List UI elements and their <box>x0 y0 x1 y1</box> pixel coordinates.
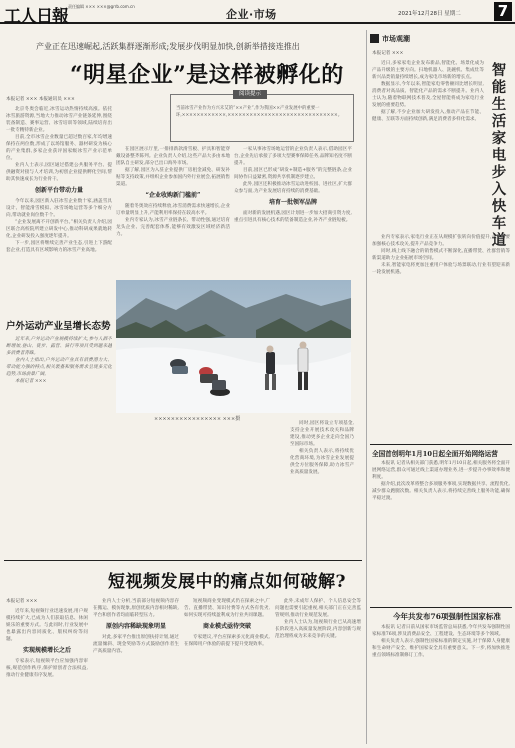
paragraph: 专家表示,短视频平台应加强内容审核,规范创作秩序,保护原创者合法权益,推动行业健康有序发展。 <box>6 659 88 678</box>
paragraph: 目前,园区已形成“研发+制造+服务”的完整链条,企业间协作日益紧密,资源共享机制逐步建立。 <box>234 168 352 180</box>
byline-text: 本报记者 ××× <box>372 51 404 56</box>
publication-date: 2021年12月28日 星期二 <box>398 11 461 17</box>
column-divider <box>366 30 367 744</box>
paragraph: 数据显示,今年以来,智能家电零售额同比增长明显,消费者对高品质、智能化产品的需求不断提升。业内人士认为,随着物联网技术普及,全屋智能将成为家电行业发展的重要趋势。 <box>372 82 484 108</box>
paragraph: 此外,未成年人保护、个人信息安全等问题也需要引起重视,相关部门正在完善监管规则,推动行业规范发展。 <box>275 599 361 618</box>
masthead <box>0 0 515 27</box>
outdoor-story-text <box>6 336 112 418</box>
paragraph: 北京冬奥会临近,冰雪运动热情持续高涨。依托冰雪旅游资源,当地大力推动冰雪产业链条延伸,围绕装备制造、赛事运营、冰雪培训等领域,陆续培育出一批专精特新企业。 <box>6 107 112 133</box>
outdoor-story-headline: 户外运动产业呈增长态势 <box>6 321 111 332</box>
second-story-column-1 <box>6 598 88 744</box>
editor-contact: 责任编辑 ××× ×××@grrb.com.cn <box>68 4 135 9</box>
second-story-column-2 <box>93 598 179 744</box>
paragraph: 同时,园区将设立专项基金,支持企业开展技术攻关和品牌建设,推动更多企业走向全国乃至国际市场。 <box>290 421 354 447</box>
section-title: 企业·市场 <box>226 8 277 21</box>
paragraph: 本报记者 ××× <box>15 379 47 384</box>
paragraph: 在园区展示厅里,一排排新款滑雪板、护具和智能穿戴设备整齐陈列。企业负责人介绍,这些产品大多由本地团队自主研发,部分已出口海外市场。 <box>116 147 230 166</box>
second-story-byline: 本报记者 ××× <box>6 599 38 604</box>
subhead: 原创内容稀缺现象明显 <box>105 623 166 630</box>
paragraph: 业内人士分析,当前部分短视频内容存在搬运、模仿现象,原创优质内容相对稀缺,平台和创作者均面临转型压力。 <box>93 599 179 618</box>
editor-note-label: 阅读提示 <box>233 90 267 99</box>
sidebar-divider <box>370 444 512 445</box>
page-number: 7 <box>494 2 512 21</box>
main-story-column-2 <box>116 146 230 276</box>
main-story-headline: “明星企业”是这样被孵化的 <box>70 62 344 88</box>
sidebar-brief-2 <box>372 624 510 744</box>
sidebar-column-mid <box>372 234 510 442</box>
paragraph: 本报讯 记者从相关部门获悉,明年1月10日起,相关服务将全面开展网络运营,群众可通过线上渠道办理业务,进一步提升办事效率和便利度。 <box>372 461 510 480</box>
paragraph: 一家从事冰雪场地运营的企业负责人表示,借助园区平台,企业先后承接了多项大型赛事保障任务,品牌知名度不断提升。 <box>234 147 352 166</box>
subhead: 培育一批领军品牌 <box>268 199 317 206</box>
paragraph: 此外,园区还积极推动冰雪运动进校园、进社区,扩大群众参与面,为产业发展培育持续的消费基础。 <box>234 182 352 194</box>
sidebar-vertical-headline: 智能生活家电步入快车道 <box>491 62 507 249</box>
paragraph: 本报讯 记者日前从国家市场监管总局获悉,今年共发布强制性国家标准76项,涉及消费品安全、工程建设、生态环境等多个领域。 <box>372 625 510 637</box>
paragraph: 下一步,园区将继续完善产业生态,引进上下游配套企业,打造具有区域影响力的冰雪产业高地。 <box>6 241 112 253</box>
paragraph: “企业发展离不开创新平台。”相关负责人介绍,园区联合高校院所建立研发中心,推动科研成果就地转化,企业研发投入强度逐年提升。 <box>6 220 112 239</box>
sidebar-byline <box>372 50 484 58</box>
main-story-byline: 本报记者 ××× 本报通讯员 ××× <box>6 97 75 102</box>
paragraph: 今年以来,园区新入驻冰雪企业数十家,涵盖雪具设计、智能滑雪模拟、冰雪场地运营等多个细分方向,带动就业岗位数千个。 <box>6 199 112 218</box>
paragraph: 业内人士认为,短视频行业已从高速增长阶段进入高质量发展阶段,内容创新与规范治理将成为未来竞争的关键。 <box>275 620 361 639</box>
second-story-column-3 <box>184 598 270 744</box>
section-divider <box>4 560 362 561</box>
editor-note-text: 当前冰雪产业作为方兴未艾的“××产业”,作为我国××产业发展中的重要一环,××××××××××××,××××××××××××××××××××××××××××××。 <box>176 106 343 118</box>
paragraph: 随着冬奥效应持续释放,冰雪消费需求快速增长,企业订单量明显上升,产能利用率保持在较高水平。 <box>116 204 230 216</box>
sidebar-tag <box>370 32 512 46</box>
paragraph: 未来,智能家电将更加注重用户体验与场景联动,行业有望迎来新一轮发展机遇。 <box>372 263 510 275</box>
paragraph: 短视频商业变现模式仍在探索之中,广告、直播带货、知识付费等方式各有优劣,如何实现可持续盈利成为行业共同课题。 <box>184 599 270 618</box>
paragraph: 专家建议,平台应探索多元化商业模式,在保障用户体验的前提下提升变现效率。 <box>184 635 270 647</box>
paragraph: 据介绍,此次改革将整合多项服务事项,实现数据共享、流程优化,减少群众跑腿次数。相关负责人表示,将持续完善线上服务功能,确保平稳过渡。 <box>372 482 510 501</box>
sidebar-brief-headline-2: 今年共发布76项强制性国家标准 <box>393 612 501 621</box>
ski-slope-photo <box>116 280 351 413</box>
paragraph: 业内专家认为,冰雪产业链条长、带动性强,通过培育龙头企业、完善配套体系,能够有效激发区域经济新活力。 <box>116 218 230 237</box>
main-story-kicker: 产业正在迅速崛起,活跃集群逐渐形成;发展步伐明显加快,创新举措接连推出 <box>36 42 300 51</box>
subhead: “企业收购新门槛前” <box>145 192 201 199</box>
sidebar-divider <box>370 607 512 608</box>
sidebar-brief-headline-1: 全国首创明年1月10日起全面开始网络运营 <box>372 450 498 458</box>
paragraph: 近日,多家家电企业发布新品,智能化、场景化成为产品升级的主要方向。扫地机器人、洗碗机、集成灶等新兴品类销量持续增长,成为家电市场新的增长点。 <box>372 61 484 80</box>
paragraph: 目前,全市冰雪企业数量已超过数百家,年均增速保持在两位数,形成了以场馆服务、器材研发为核心的产业集群,多家企业获评国家级冰雪产业示范单位。 <box>6 135 112 161</box>
subhead: 商业模式亟待突破 <box>202 623 251 630</box>
second-story-headline: 短视频发展中的痛点如何破解? <box>108 572 346 592</box>
paragraph: 相关负责人表示,强制性国家标准的制定实施,对于保障人身健康和生命财产安全、维护国家安全具有重要意义。下一步,将加快推进重点领域标准制修订工作。 <box>372 639 510 658</box>
sidebar-brief-1 <box>372 460 510 606</box>
main-story-column-3 <box>234 146 352 276</box>
sidebar-tag-label: 市场观潮 <box>382 35 410 43</box>
paragraph: 据了解,不少企业加大研发投入,推动产品在节能、健康、互联等方面持续创新,满足消费者多样化需求。 <box>372 110 484 122</box>
paragraph: 对此,多家平台推出原创扶持计划,通过流量倾斜、现金奖励等方式鼓励创作者生产高质量内容。 <box>93 635 179 654</box>
paragraph: 近年来,短视频行业迅速发展,用户规模持续扩大,已成为人们获取信息、休闲娱乐的重要方式。与此同时,行业发展中也暴露出内容同质化、版权纠纷等问题。 <box>6 609 88 642</box>
paragraph: 据了解,园区为入驻企业提供厂房租金减免、研发补贴等支持政策,并组织企业参加国内外行业展会,拓展销售渠道。 <box>116 168 230 187</box>
photo-caption: ×××××××××××××××× ×××摄 <box>154 416 241 422</box>
second-story-column-4 <box>275 598 361 744</box>
paragraph: 面对新的发展机遇,园区计划进一步加大招商引资力度,重点引进具有核心技术的装备制造企业,补齐产业链短板。 <box>234 211 352 223</box>
paragraph: 相关负责人表示,将持续优化营商环境,为冰雪企业发展提供全方位服务保障,助力冰雪产业高质量发展。 <box>290 449 354 475</box>
main-story-column-5 <box>290 420 354 562</box>
paragraph: 业内专家表示,家电行业正在从规模扩张转向价值提升,企业需要加强核心技术攻关,提升产品竞争力。 <box>372 235 510 247</box>
subhead: 实现规模增长之后 <box>22 647 71 654</box>
paragraph: 近年来,户外运动产业规模持续扩大,参与人群不断增加,登山、徒步、露营、骑行等项目受到越来越多消费者青睐。 <box>6 337 112 356</box>
tag-square-icon <box>370 34 379 43</box>
paragraph: 业内人士指出,户外运动产业具有消费潜力大、带动能力强的特点,相关装备和服务需求呈现多元化趋势,市场前景广阔。 <box>6 358 112 377</box>
sidebar-column-top <box>372 60 484 228</box>
paragraph: 同时,线上线下融合的销售模式不断深化,直播带货、社群营销等新渠道助力企业拓展市场空间。 <box>372 249 510 261</box>
main-story-column-1 <box>6 96 112 314</box>
subhead: 创新平台带动力量 <box>34 187 83 194</box>
editor-note-box <box>170 91 354 142</box>
paragraph: 业内人士表示,园区通过搭建公共服务平台、提供融资对接与人才培训,为初创企业提供孵化空间,帮助其快速成长为行业骨干。 <box>6 163 112 182</box>
ski-slope-illustration <box>116 280 351 413</box>
newspaper-logo: 工人日報 <box>4 7 68 27</box>
